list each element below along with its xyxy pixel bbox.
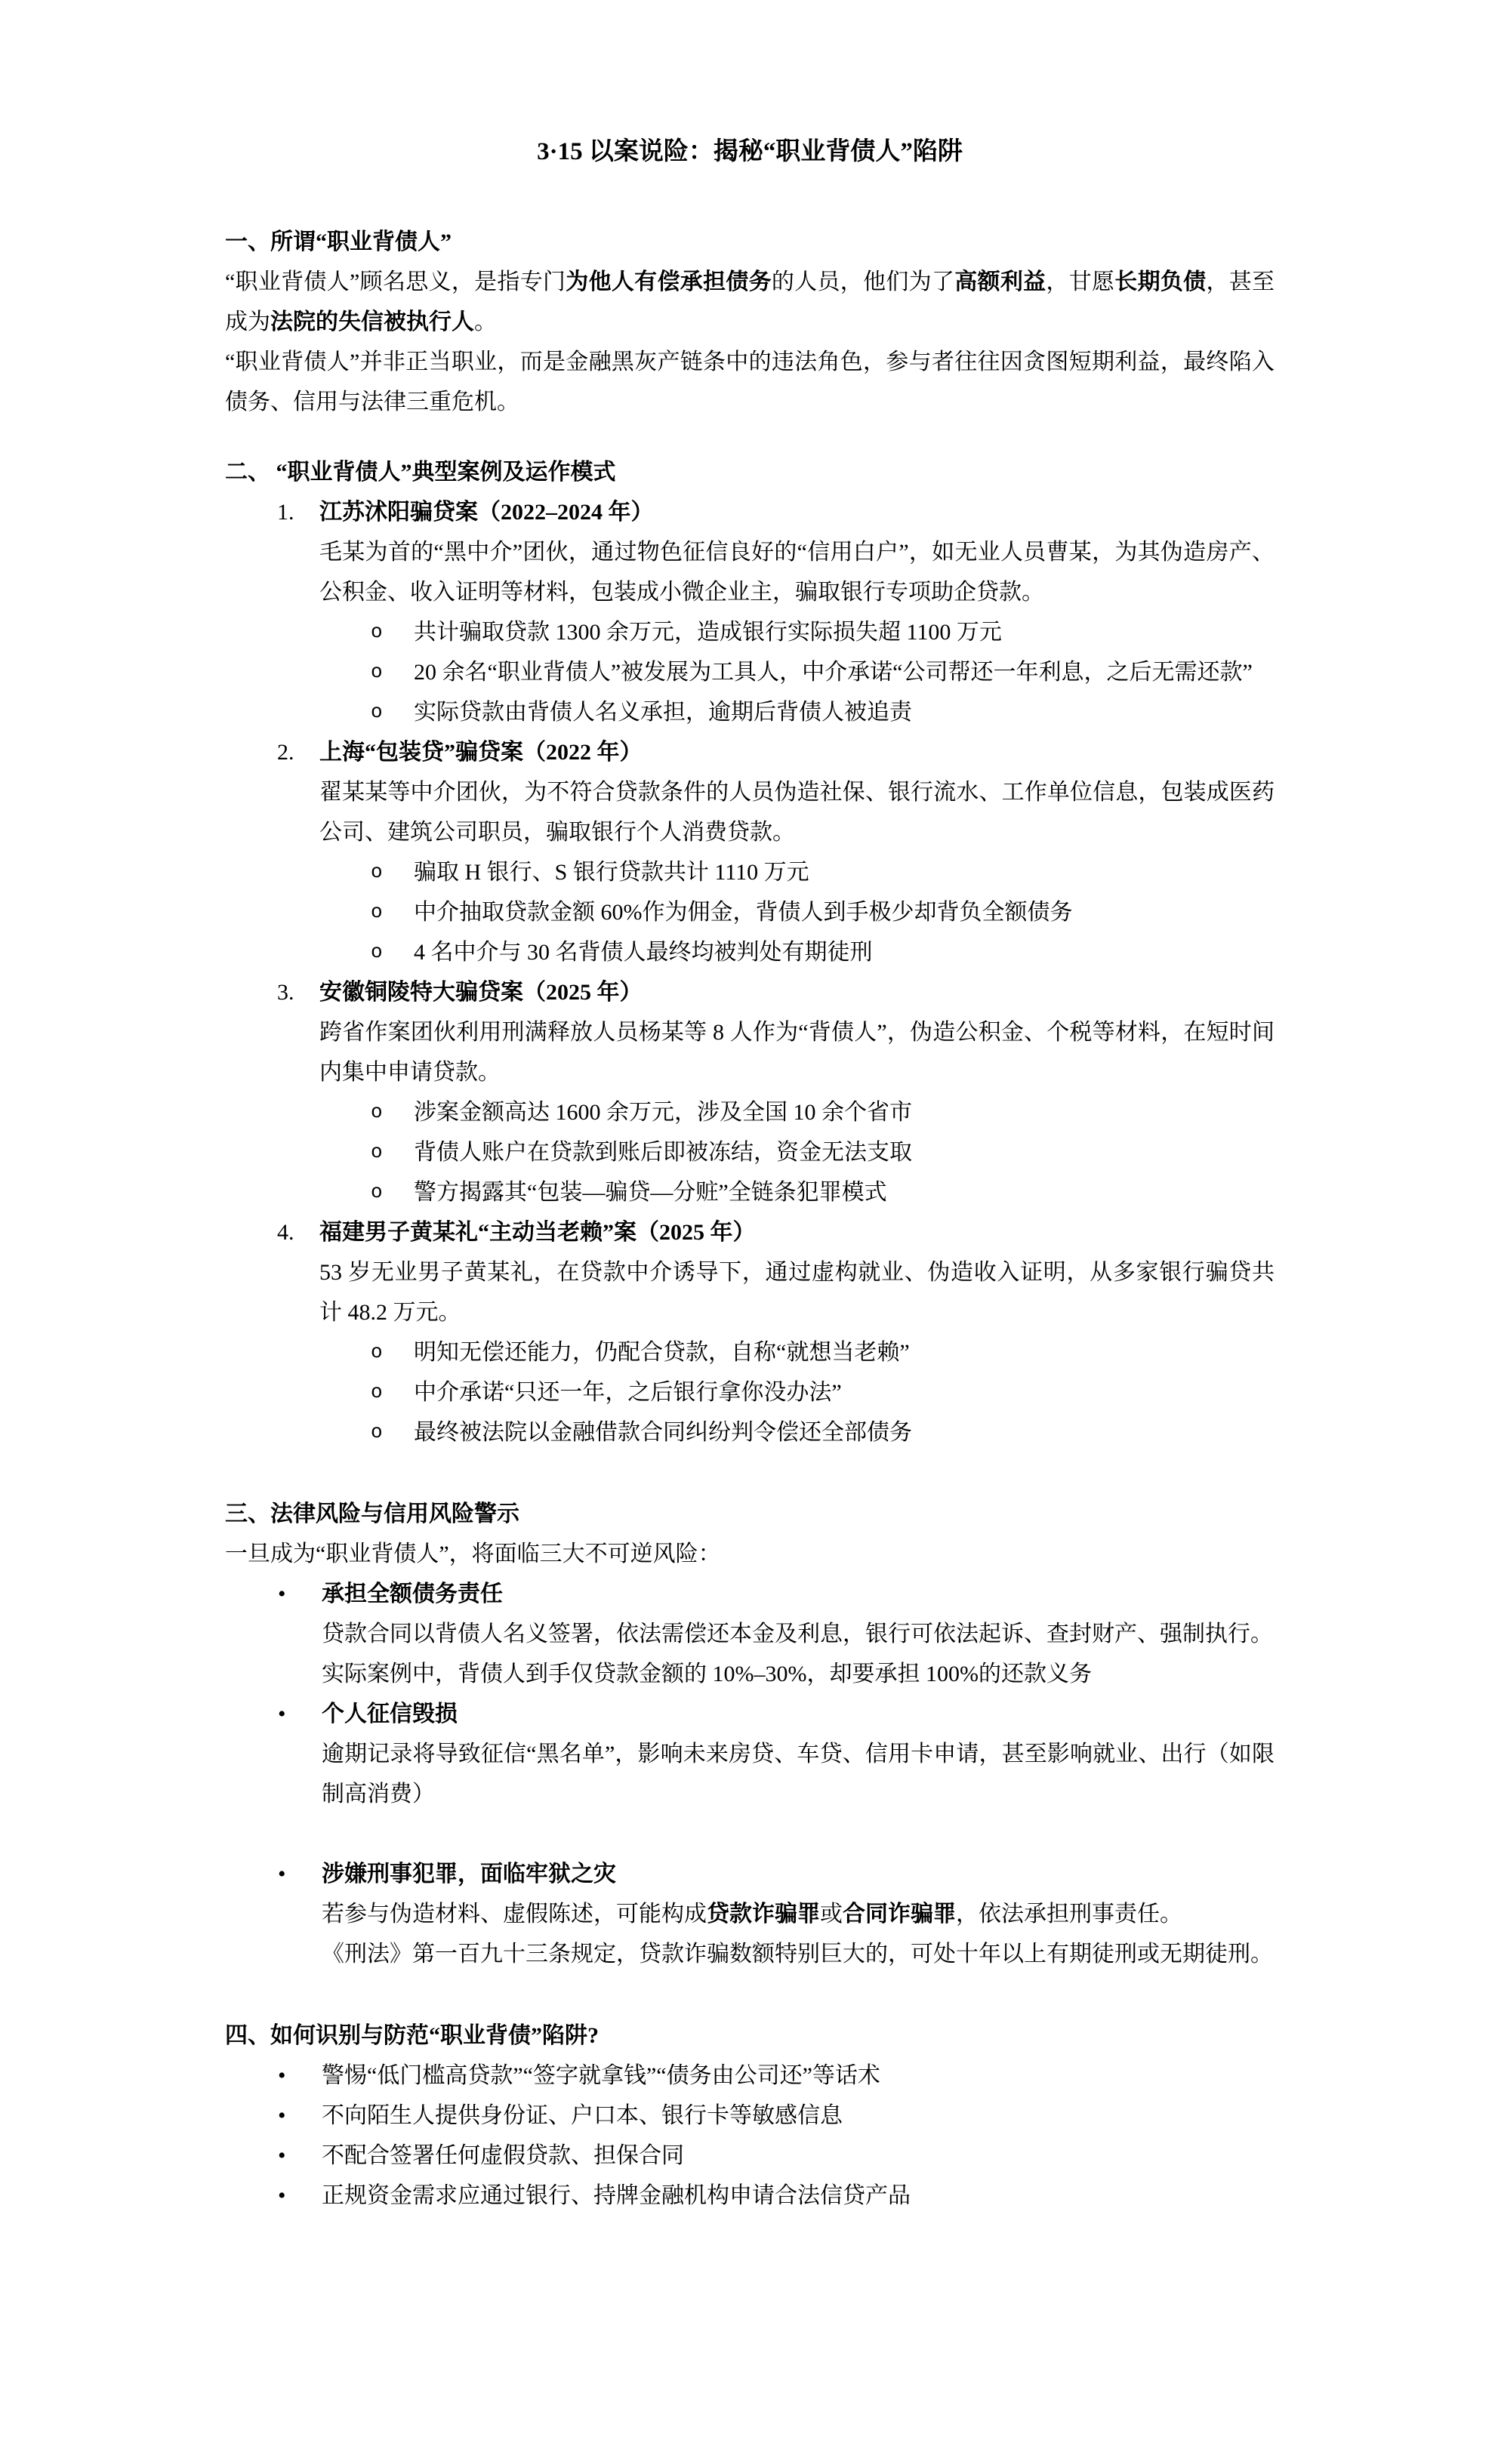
prevention-bullet-text: 警惕“低门槛高贷款”“签字就拿钱”“债务由公司还”等话术	[322, 2063, 880, 2088]
risk-item-3	[225, 1854, 1275, 1974]
case-sub-bullet	[225, 1332, 1275, 1372]
circle-bullet-marker: o	[371, 861, 383, 883]
sub-bullet-text: 20 余名“职业背债人”被发展为工具人，中介承诺“公司帮还一年利息，之后无需还款”	[414, 660, 1253, 685]
circle-bullet-marker: o	[371, 1101, 383, 1123]
case-title: 福建男子黄某礼“主动当老赖”案（2025 年）	[319, 1220, 756, 1245]
dot-bullet-marker: •	[278, 2063, 286, 2088]
sub-bullet-text: 背债人账户在贷款到账后即被冻结，资金无法支取	[414, 1140, 912, 1165]
text-segment: ，甚至成为	[225, 270, 1275, 334]
case-item-3	[225, 972, 1275, 1212]
sub-bullet-text: 最终被法院以金融借款合同纠纷判令偿还全部债务	[414, 1420, 912, 1445]
sub-bullet-text: 明知无偿还能力，仍配合贷款，自称“就想当老赖”	[414, 1340, 910, 1365]
prevention-bullet-text: 不配合签署任何虚假贷款、担保合同	[322, 2143, 684, 2168]
risk-item-1	[225, 1574, 1275, 1694]
case-number: 1.	[277, 500, 294, 525]
case-sub-bullet	[225, 652, 1275, 692]
dot-bullet-marker: •	[278, 1702, 286, 1726]
text-segment: 或	[820, 1902, 843, 1927]
nature-paragraph: “职业背债人”并非正当职业，而是金融黑灰产链条中的违法角色，参与者往往因贪图短期利益，最终陷入债务、信用与法律三重危机。	[225, 350, 1275, 414]
section-3-heading: 三、法律风险与信用风险警示	[225, 1502, 519, 1526]
risk-title-row	[225, 1694, 1275, 1734]
sub-bullet-text: 涉案金额高达 1600 余万元，涉及全国 10 余个省市	[414, 1100, 912, 1125]
case-sub-bullet	[225, 1132, 1275, 1172]
case-sub-bullet	[225, 932, 1275, 972]
case-title-row	[225, 732, 1275, 772]
circle-bullet-marker: o	[371, 701, 383, 723]
risk-intro: 一旦成为“职业背债人”，将面临三大不可逆风险：	[225, 1542, 721, 1566]
text-segment: ，甘愿	[1046, 270, 1115, 294]
case-number: 4.	[277, 1220, 294, 1245]
case-item-2	[225, 732, 1275, 972]
case-sub-bullet	[225, 892, 1275, 932]
case-body: 毛某为首的“黑中介”团伙，通过物色征信良好的“信用白户”，如无业人员曹某，为其伪造房产、公积金、收入证明等材料，包装成小微企业主，骗取银行专项助企贷款。	[319, 540, 1275, 605]
case-body: 跨省作案团伙利用刑满释放人员杨某等 8 人作为“背债人”，伪造公积金、个税等材料，在短时间内集中申请贷款。	[319, 1020, 1275, 1085]
text-segment: ，依法承担刑事责任。	[956, 1902, 1182, 1927]
section-2-heading: 二、 “职业背债人”典型案例及运作模式	[225, 460, 616, 485]
text-segment: 的人员，他们为了	[771, 270, 955, 294]
circle-bullet-marker: o	[371, 1341, 383, 1363]
definition-paragraph	[225, 262, 1275, 342]
sub-bullet-text: 共计骗取贷款 1300 余万元，造成银行实际损失超 1100 万元	[414, 620, 1002, 645]
text-segment-bold: 法院的失信被执行人	[270, 310, 474, 334]
case-title: 安徽铜陵特大骗贷案（2025 年）	[319, 980, 643, 1005]
section-1-heading: 一、所谓“职业背债人”	[225, 229, 452, 254]
circle-bullet-marker: o	[371, 941, 383, 963]
risk-paragraph: 实际案例中，背债人到手仅贷款金额的 10%–30%，却要承担 100%的还款义务	[322, 1662, 1092, 1686]
sub-bullet-text: 实际贷款由背债人名义承担，逾期后背债人被追责	[414, 700, 912, 725]
risk-paragraph: 《刑法》第一百九十三条规定，贷款诈骗数额特别巨大的，可处十年以上有期徒刑或无期徒刑。	[322, 1942, 1273, 1967]
circle-bullet-marker: o	[371, 1381, 383, 1403]
prevention-bullet	[225, 2056, 1275, 2096]
circle-bullet-marker: o	[371, 901, 383, 923]
dot-bullet-marker: •	[278, 2143, 286, 2168]
case-title: 江苏沭阳骗贷案（2022–2024 年）	[319, 500, 654, 525]
prevention-bullet	[225, 2096, 1275, 2136]
text-segment: “职业背债人”顾名思义，是指专门	[225, 270, 566, 294]
case-body: 翟某某等中介团伙，为不符合贷款条件的人员伪造社保、银行流水、工作单位信息，包装成医药公司、建筑公司职员，骗取银行个人消费贷款。	[319, 780, 1275, 845]
text-segment-bold: 长期负债	[1114, 270, 1207, 294]
prevention-bullet	[225, 2136, 1275, 2176]
case-sub-bullet	[225, 1172, 1275, 1212]
case-item-4	[225, 1212, 1275, 1452]
text-segment-bold: 贷款诈骗罪	[707, 1902, 820, 1927]
case-sub-bullet	[225, 1372, 1275, 1412]
text-segment-bold: 合同诈骗罪	[843, 1902, 956, 1927]
sub-bullet-text: 中介抽取贷款金额 60%作为佣金，背债人到手极少却背负全额债务	[414, 900, 1073, 925]
doc-title: 3·15 以案说险：揭秘“职业背债人”陷阱	[537, 138, 963, 165]
dot-bullet-marker: •	[278, 2103, 286, 2128]
dot-bullet-marker: •	[278, 1862, 286, 1886]
dot-bullet-marker: •	[278, 1582, 286, 1606]
text-segment-bold: 为他人有偿承担债务	[566, 270, 772, 294]
risk-item-2	[225, 1694, 1275, 1814]
case-sub-bullet	[225, 612, 1275, 652]
case-number: 3.	[277, 980, 294, 1005]
case-title-row	[225, 972, 1275, 1012]
prevention-bullet	[225, 2176, 1275, 2216]
risk-title: 涉嫌刑事犯罪，面临牢狱之灾	[322, 1862, 616, 1886]
section-4-heading: 四、如何识别与防范“职业背债”陷阱?	[225, 2023, 599, 2048]
circle-bullet-marker: o	[371, 1141, 383, 1163]
circle-bullet-marker: o	[371, 661, 383, 683]
circle-bullet-marker: o	[371, 621, 383, 643]
risk-paragraph: 逾期记录将导致征信“黑名单”，影响未来房贷、车贷、信用卡申请，甚至影响就业、出行（如限制高消费）	[322, 1742, 1275, 1806]
risk-title: 个人征信毁损	[322, 1702, 458, 1726]
risk-title-row	[225, 1854, 1275, 1894]
sub-bullet-text: 中介承诺“只还一年，之后银行拿你没办法”	[414, 1380, 842, 1405]
case-sub-bullet	[225, 852, 1275, 892]
case-body: 53 岁无业男子黄某礼，在贷款中介诱导下，通过虚构就业、伪造收入证明，从多家银行骗贷共计 48.2 万元。	[319, 1260, 1275, 1325]
prevention-bullet-text: 正规资金需求应通过银行、持牌金融机构申请合法信贷产品	[322, 2183, 911, 2208]
sub-bullet-text: 警方揭露其“包装—骗贷—分赃”全链条犯罪模式	[414, 1180, 887, 1205]
risk-paragraph: 贷款合同以背债人名义签署，依法需偿还本金及利息，银行可依法起诉、查封财产、强制执行。	[322, 1622, 1273, 1646]
prevention-bullet-text: 不向陌生人提供身份证、户口本、银行卡等敏感信息	[322, 2103, 843, 2128]
case-title-row	[225, 1212, 1275, 1252]
sub-bullet-text: 骗取 H 银行、S 银行贷款共计 1110 万元	[414, 860, 809, 885]
risk-title-row	[225, 1574, 1275, 1614]
risk-title: 承担全额债务责任	[322, 1582, 503, 1606]
case-sub-bullet	[225, 692, 1275, 732]
case-title-row	[225, 492, 1275, 532]
sub-bullet-text: 4 名中介与 30 名背债人最终均被判处有期徒刑	[414, 940, 873, 965]
risk-paragraph	[322, 1894, 1275, 1934]
case-sub-bullet	[225, 1412, 1275, 1452]
dot-bullet-marker: •	[278, 2183, 286, 2208]
circle-bullet-marker: o	[371, 1181, 383, 1203]
text-segment: 若参与伪造材料、虚假陈述，可能构成	[322, 1902, 707, 1927]
text-segment-bold: 高额利益	[954, 270, 1046, 294]
case-number: 2.	[277, 740, 294, 765]
case-title: 上海“包装贷”骗贷案（2022 年）	[319, 740, 643, 765]
case-sub-bullet	[225, 1092, 1275, 1132]
case-item-1	[225, 492, 1275, 732]
circle-bullet-marker: o	[371, 1421, 383, 1443]
text-segment: 。	[474, 310, 497, 334]
